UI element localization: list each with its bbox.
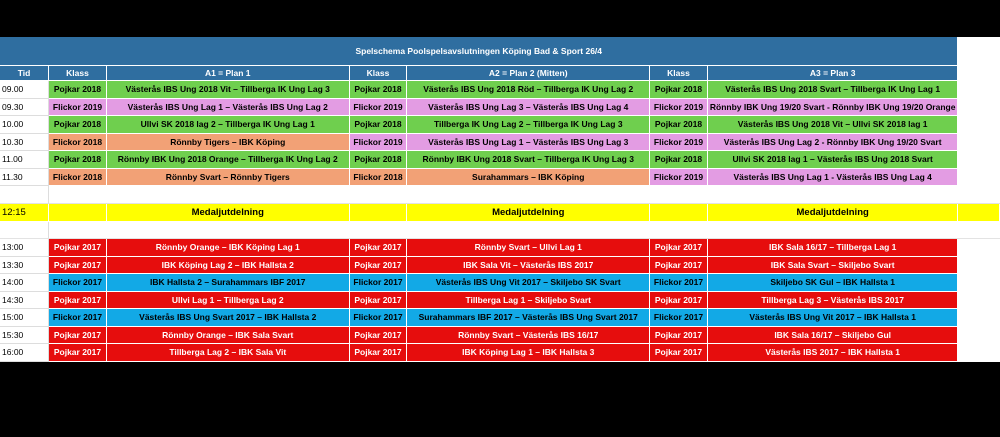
header-klass-2: Klass bbox=[349, 66, 407, 81]
match-cell: Surahammars IBF 2017 – Västerås IBS Ung Svart 2017 bbox=[407, 309, 650, 327]
match-cell: Rönnby IBK Ung 2018 Orange – Tillberga IK Ung Lag 2 bbox=[106, 151, 349, 169]
spreadsheet bbox=[0, 37, 1000, 358]
match-cell: Västerås IBS Ung Svart 2017 – IBK Hallsta 2 bbox=[106, 309, 349, 327]
match-cell: Rönnby IBK Ung 19/20 Svart - Rönnby IBK Ung 19/20 Orange bbox=[707, 98, 958, 116]
empty-cell bbox=[349, 221, 407, 239]
klass-cell: Flickor 2017 bbox=[49, 274, 107, 292]
header-plan-1: A1 = Plan 1 bbox=[106, 66, 349, 81]
klass-cell: Pojkar 2017 bbox=[349, 239, 407, 257]
blank-row bbox=[0, 221, 1000, 239]
empty-cell bbox=[0, 221, 49, 239]
klass-cell: Pojkar 2017 bbox=[349, 344, 407, 362]
klass-cell: Pojkar 2017 bbox=[650, 239, 708, 257]
time-cell: 13:30 bbox=[0, 256, 49, 274]
time-cell: 14:00 bbox=[0, 274, 49, 292]
empty-cell bbox=[650, 221, 708, 239]
header-plan-3: A3 = Plan 3 bbox=[707, 66, 958, 81]
table-row bbox=[0, 133, 1000, 151]
time-cell: 16:00 bbox=[0, 344, 49, 362]
klass-cell: Pojkar 2018 bbox=[650, 151, 708, 169]
match-cell: Västerås IBS Ung Lag 2 - Rönnby IBK Ung 19/20 Svart bbox=[707, 133, 958, 151]
match-cell: Tillberga Lag 3 – Västerås IBS 2017 bbox=[707, 291, 958, 309]
table-row bbox=[0, 168, 1000, 186]
title-row bbox=[0, 37, 1000, 66]
match-cell: Rönnby Svart – Västerås IBS 16/17 bbox=[407, 326, 650, 344]
empty-cell bbox=[407, 186, 650, 204]
match-cell: Rönnby Svart – Ullvi Lag 1 bbox=[407, 239, 650, 257]
match-cell: IBK Köping Lag 2 – IBK Hallsta 2 bbox=[106, 256, 349, 274]
match-cell: Tillberga Lag 1 – Skiljebo Svart bbox=[407, 291, 650, 309]
empty-cell bbox=[958, 344, 1000, 362]
time-cell: 10.30 bbox=[0, 133, 49, 151]
table-row bbox=[0, 98, 1000, 116]
klass-cell: Flickor 2019 bbox=[49, 98, 107, 116]
time-cell: 15:00 bbox=[0, 309, 49, 327]
empty-cell bbox=[958, 186, 1000, 204]
empty-cell bbox=[49, 203, 107, 221]
empty-cell bbox=[958, 309, 1000, 327]
empty-cell bbox=[49, 186, 107, 204]
table-row bbox=[0, 256, 1000, 274]
klass-cell: Flickor 2018 bbox=[349, 168, 407, 186]
empty-cell bbox=[958, 326, 1000, 344]
match-cell: IBK Köping Lag 1 – IBK Hallsta 3 bbox=[407, 344, 650, 362]
empty-cell bbox=[958, 291, 1000, 309]
match-cell: Västerås IBS 2017 – IBK Hallsta 1 bbox=[707, 344, 958, 362]
match-cell: Västerås IBS Ung 2018 Röd – Tillberga IK Ung Lag 2 bbox=[407, 81, 650, 99]
empty-cell bbox=[106, 221, 349, 239]
table-row bbox=[0, 274, 1000, 292]
klass-cell: Pojkar 2017 bbox=[349, 256, 407, 274]
match-cell: Västerås IBS Ung 2018 Vit – Tillberga IK Ung Lag 3 bbox=[106, 81, 349, 99]
match-cell: IBK Sala Svart – Skiljebo Svart bbox=[707, 256, 958, 274]
empty-cell bbox=[958, 168, 1000, 186]
match-cell: IBK Sala Vit – Västerås IBS 2017 bbox=[407, 256, 650, 274]
klass-cell: Flickor 2017 bbox=[650, 274, 708, 292]
match-cell: Västerås IBS Ung Vit 2017 – Skiljebo SK Svart bbox=[407, 274, 650, 292]
empty-cell bbox=[958, 239, 1000, 257]
klass-cell: Flickor 2018 bbox=[49, 168, 107, 186]
empty-cell bbox=[407, 221, 650, 239]
klass-cell: Pojkar 2018 bbox=[349, 151, 407, 169]
match-cell: IBK Sala 16/17 – Skiljebo Gul bbox=[707, 326, 958, 344]
empty-cell bbox=[958, 203, 1000, 221]
empty-cell bbox=[958, 66, 1000, 81]
klass-cell: Flickor 2019 bbox=[349, 133, 407, 151]
match-cell: Rönnby Tigers – IBK Köping bbox=[106, 133, 349, 151]
empty-cell bbox=[958, 274, 1000, 292]
empty-cell bbox=[707, 186, 958, 204]
schedule-table bbox=[0, 37, 1000, 362]
empty-cell bbox=[958, 37, 1000, 66]
match-cell: Ullvi SK 2018 lag 2 – Tillberga IK Ung Lag 1 bbox=[106, 116, 349, 134]
match-cell: Rönnby Orange – IBK Sala Svart bbox=[106, 326, 349, 344]
klass-cell: Pojkar 2018 bbox=[349, 116, 407, 134]
match-cell: Västerås IBS Ung 2018 Vit – Ullvi SK 2018 lag 1 bbox=[707, 116, 958, 134]
empty-cell bbox=[650, 186, 708, 204]
match-cell: IBK Hallsta 2 – Surahammars IBF 2017 bbox=[106, 274, 349, 292]
klass-cell: Pojkar 2018 bbox=[650, 81, 708, 99]
schedule-title: Spelschema Poolspelsavslutningen Köping Bad & Sport 26/4 bbox=[0, 37, 958, 66]
klass-cell: Flickor 2017 bbox=[349, 309, 407, 327]
time-cell: 11.30 bbox=[0, 168, 49, 186]
klass-cell: Pojkar 2017 bbox=[49, 291, 107, 309]
empty-cell bbox=[958, 81, 1000, 99]
klass-cell: Pojkar 2017 bbox=[49, 239, 107, 257]
table-row bbox=[0, 344, 1000, 362]
table-row bbox=[0, 116, 1000, 134]
match-cell: Ullvi SK 2018 lag 1 – Västerås IBS Ung 2018 Svart bbox=[707, 151, 958, 169]
klass-cell: Flickor 2017 bbox=[349, 274, 407, 292]
time-cell: 15:30 bbox=[0, 326, 49, 344]
empty-cell bbox=[958, 151, 1000, 169]
klass-cell: Flickor 2017 bbox=[650, 309, 708, 327]
match-cell: Västerås IBS Ung Lag 1 – Västerås IBS Ung Lag 2 bbox=[106, 98, 349, 116]
klass-cell: Pojkar 2017 bbox=[650, 291, 708, 309]
time-cell: 09.30 bbox=[0, 98, 49, 116]
klass-cell: Flickor 2019 bbox=[650, 168, 708, 186]
match-cell: IBK Sala 16/17 – Tillberga Lag 1 bbox=[707, 239, 958, 257]
empty-cell bbox=[707, 221, 958, 239]
table-row bbox=[0, 326, 1000, 344]
table-row bbox=[0, 309, 1000, 327]
empty-cell bbox=[958, 256, 1000, 274]
empty-cell bbox=[650, 203, 708, 221]
header-tid: Tid bbox=[0, 66, 49, 81]
klass-cell: Pojkar 2017 bbox=[49, 256, 107, 274]
empty-cell bbox=[0, 186, 49, 204]
empty-cell bbox=[958, 133, 1000, 151]
table-row bbox=[0, 151, 1000, 169]
match-cell: Skiljebo SK Gul – IBK Hallsta 1 bbox=[707, 274, 958, 292]
blank-row bbox=[0, 186, 1000, 204]
klass-cell: Pojkar 2018 bbox=[49, 81, 107, 99]
empty-cell bbox=[106, 186, 349, 204]
time-cell: 10.00 bbox=[0, 116, 49, 134]
match-cell: Västerås IBS Ung Lag 3 – Västerås IBS Ung Lag 4 bbox=[407, 98, 650, 116]
match-cell: Tillberga IK Ung Lag 2 – Tillberga IK Ung Lag 3 bbox=[407, 116, 650, 134]
klass-cell: Pojkar 2018 bbox=[349, 81, 407, 99]
klass-cell: Pojkar 2017 bbox=[49, 344, 107, 362]
empty-cell bbox=[958, 116, 1000, 134]
time-cell: 14:30 bbox=[0, 291, 49, 309]
empty-cell bbox=[349, 186, 407, 204]
medal-label: Medaljutdelning bbox=[407, 203, 650, 221]
match-cell: Rönnby Svart – Rönnby Tigers bbox=[106, 168, 349, 186]
empty-cell bbox=[958, 98, 1000, 116]
empty-cell bbox=[958, 221, 1000, 239]
time-cell: 09.00 bbox=[0, 81, 49, 99]
klass-cell: Flickor 2018 bbox=[49, 133, 107, 151]
empty-cell bbox=[49, 221, 107, 239]
time-cell: 13:00 bbox=[0, 239, 49, 257]
time-cell: 12:15 bbox=[0, 203, 49, 221]
header-plan-2: A2 = Plan 2 (Mitten) bbox=[407, 66, 650, 81]
match-cell: Tillberga Lag 2 – IBK Sala Vit bbox=[106, 344, 349, 362]
medal-row bbox=[0, 203, 1000, 221]
klass-cell: Pojkar 2017 bbox=[349, 326, 407, 344]
klass-cell: Flickor 2019 bbox=[349, 98, 407, 116]
klass-cell: Pojkar 2017 bbox=[49, 326, 107, 344]
table-row bbox=[0, 291, 1000, 309]
header-klass-1: Klass bbox=[49, 66, 107, 81]
match-cell: Ullvi Lag 1 – Tillberga Lag 2 bbox=[106, 291, 349, 309]
match-cell: Västerås IBS Ung Lag 1 - Västerås IBS Ung Lag 4 bbox=[707, 168, 958, 186]
klass-cell: Flickor 2019 bbox=[650, 98, 708, 116]
klass-cell: Pojkar 2018 bbox=[650, 116, 708, 134]
klass-cell: Pojkar 2017 bbox=[650, 344, 708, 362]
table-row bbox=[0, 239, 1000, 257]
medal-label: Medaljutdelning bbox=[707, 203, 958, 221]
klass-cell: Pojkar 2017 bbox=[349, 291, 407, 309]
match-cell: Västerås IBS Ung 2018 Svart – Tillberga IK Ung Lag 1 bbox=[707, 81, 958, 99]
time-cell: 11.00 bbox=[0, 151, 49, 169]
klass-cell: Pojkar 2017 bbox=[650, 256, 708, 274]
klass-cell: Flickor 2019 bbox=[650, 133, 708, 151]
match-cell: Västerås IBS Ung Lag 1 – Västerås IBS Ung Lag 3 bbox=[407, 133, 650, 151]
header-row bbox=[0, 66, 1000, 81]
match-cell: Surahammars – IBK Köping bbox=[407, 168, 650, 186]
klass-cell: Pojkar 2018 bbox=[49, 116, 107, 134]
match-cell: Västerås IBS Ung Vit 2017 – IBK Hallsta 1 bbox=[707, 309, 958, 327]
match-cell: Rönnby Orange – IBK Köping Lag 1 bbox=[106, 239, 349, 257]
klass-cell: Flickor 2017 bbox=[49, 309, 107, 327]
klass-cell: Pojkar 2017 bbox=[650, 326, 708, 344]
header-klass-3: Klass bbox=[650, 66, 708, 81]
table-row bbox=[0, 81, 1000, 99]
klass-cell: Pojkar 2018 bbox=[49, 151, 107, 169]
empty-cell bbox=[349, 203, 407, 221]
match-cell: Rönnby IBK Ung 2018 Svart – Tillberga IK Ung Lag 3 bbox=[407, 151, 650, 169]
medal-label: Medaljutdelning bbox=[106, 203, 349, 221]
